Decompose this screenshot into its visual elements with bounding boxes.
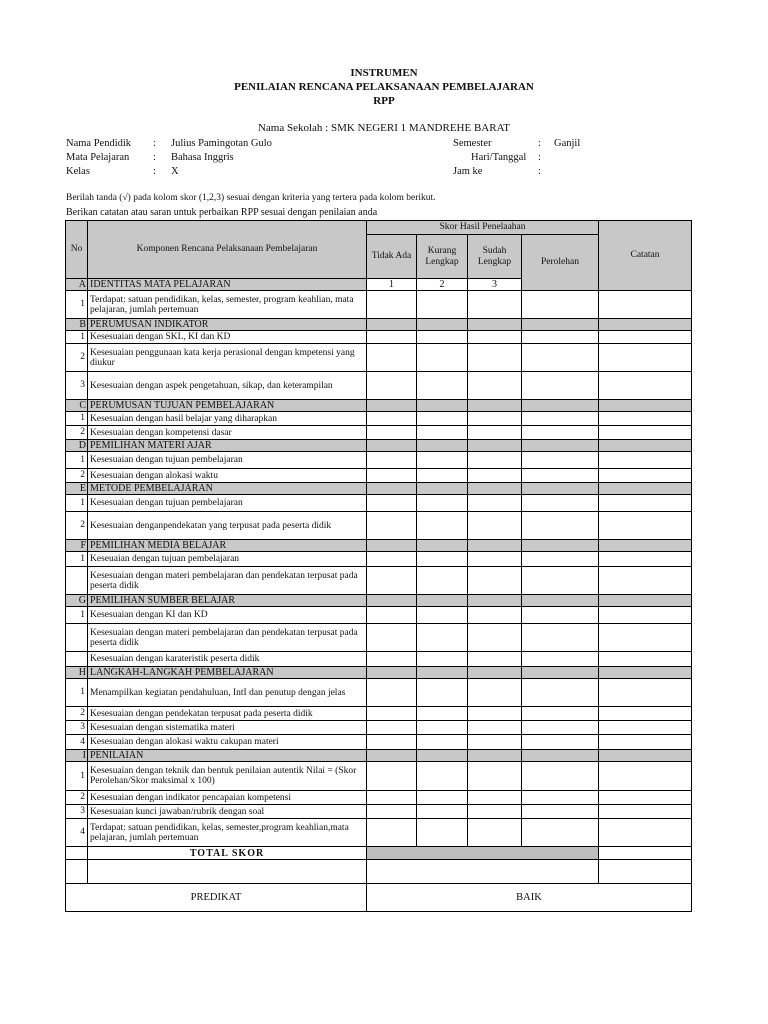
catatan-cell[interactable] — [599, 495, 692, 512]
score-cell-kurang-lengkap[interactable] — [417, 344, 468, 372]
section-fill — [417, 319, 468, 331]
section-fill — [468, 319, 522, 331]
section-fill — [367, 483, 417, 495]
criteria-number: 2 — [66, 426, 88, 440]
score-cell-tidak-ada[interactable] — [367, 412, 417, 426]
section-fill — [522, 483, 599, 495]
criteria-text: Terdapat: satuan pendidikan, kelas, semester, program keahlian, mata pelajaran, jumlah pertemuan — [88, 291, 367, 319]
section-fill — [522, 750, 599, 762]
total-blank-row — [66, 860, 692, 884]
section-fill — [417, 483, 468, 495]
score-label-3: 3 — [468, 279, 522, 291]
score-cell-kurang-lengkap[interactable] — [417, 567, 468, 595]
criteria-number: 2 — [66, 707, 88, 721]
section-row — [66, 750, 692, 762]
perolehan-cell[interactable] — [522, 412, 599, 426]
catatan-cell[interactable] — [599, 624, 692, 652]
criteria-number — [66, 624, 88, 652]
section-fill — [417, 400, 468, 412]
section-title: PEMILIHAN MATERI AJAR — [88, 440, 367, 452]
catatan-cell[interactable] — [599, 607, 692, 624]
info-label-nama-pendidik: Nama Pendidik — [66, 138, 132, 149]
section-title: IDENTITAS MATA PELAJARAN — [88, 279, 367, 291]
criteria-row — [66, 762, 692, 791]
score-cell-tidak-ada[interactable] — [367, 452, 417, 469]
criteria-text: Kesesuaian dengan KI dan KD — [88, 607, 367, 624]
criteria-number: 2 — [66, 791, 88, 805]
section-fill — [367, 540, 417, 552]
score-cell-tidak-ada[interactable] — [367, 607, 417, 624]
section-fill — [522, 595, 599, 607]
criteria-row — [66, 707, 692, 721]
section-fill — [367, 400, 417, 412]
info-sep: : — [153, 138, 156, 149]
score-cell-kurang-lengkap[interactable] — [417, 819, 468, 847]
info-value-kelas: X — [171, 166, 179, 177]
section-letter: I — [66, 750, 88, 762]
section-fill — [367, 440, 417, 452]
doc-title-rpp: RPP — [373, 95, 395, 107]
criteria-number: 2 — [66, 469, 88, 483]
criteria-text: Kesesuaian dengan kompetensi dasar — [88, 426, 367, 440]
score-cell-tidak-ada[interactable] — [367, 735, 417, 750]
section-fill — [417, 595, 468, 607]
criteria-row — [66, 412, 692, 426]
criteria-number: 4 — [66, 819, 88, 847]
section-fill — [367, 750, 417, 762]
section-fill — [367, 667, 417, 679]
catatan-cell[interactable] — [599, 762, 692, 791]
perolehan-cell[interactable] — [522, 679, 599, 707]
criteria-row — [66, 426, 692, 440]
section-title: PEMILIHAN SUMBER BELAJAR — [88, 595, 367, 607]
score-label-2: 2 — [417, 279, 468, 291]
criteria-row — [66, 805, 692, 819]
perolehan-cell[interactable] — [522, 469, 599, 483]
section-letter: E — [66, 483, 88, 495]
section-fill — [599, 440, 692, 452]
score-cell-kurang-lengkap[interactable] — [417, 291, 468, 319]
score-cell-tidak-ada[interactable] — [367, 344, 417, 372]
score-cell-kurang-lengkap[interactable] — [417, 762, 468, 791]
info-label-hari-tanggal: Hari/Tanggal — [471, 152, 527, 163]
section-row — [66, 319, 692, 331]
perolehan-cell[interactable] — [522, 607, 599, 624]
score-cell-sudah-lengkap[interactable] — [468, 652, 522, 667]
score-cell-sudah-lengkap[interactable] — [468, 624, 522, 652]
blank-cell — [66, 860, 88, 884]
info-value-semester: Ganjil — [554, 138, 581, 149]
criteria-text: Kesesuaian denganpendekatan yang terpusat pada peserta didik — [88, 512, 367, 540]
total-value-cell[interactable] — [367, 860, 599, 884]
section-fill — [599, 750, 692, 762]
info-sep: : — [538, 152, 541, 163]
criteria-row — [66, 624, 692, 652]
criteria-text: Keseuaian dengan tujuan pembelajaran — [88, 552, 367, 567]
section-fill — [468, 595, 522, 607]
criteria-text: Kesesuaian dengan tujuan pembelajaran — [88, 452, 367, 469]
criteria-row — [66, 495, 692, 512]
score-cell-tidak-ada[interactable] — [367, 791, 417, 805]
section-fill — [468, 540, 522, 552]
section-title: LANGKAH-LANGKAH PEMBELAJARAN — [88, 667, 367, 679]
score-cell-kurang-lengkap[interactable] — [417, 469, 468, 483]
criteria-text: Kesesuaian dengan sistematika materi — [88, 721, 367, 735]
section-fill — [599, 667, 692, 679]
section-letter: F — [66, 540, 88, 552]
score-cell-sudah-lengkap[interactable] — [468, 707, 522, 721]
criteria-row — [66, 344, 692, 372]
section-fill — [522, 440, 599, 452]
score-cell-sudah-lengkap[interactable] — [468, 412, 522, 426]
score-cell-tidak-ada[interactable] — [367, 707, 417, 721]
score-cell-tidak-ada[interactable] — [367, 469, 417, 483]
criteria-number: 3 — [66, 372, 88, 400]
section-fill — [417, 750, 468, 762]
header-no: No — [66, 221, 88, 279]
criteria-row — [66, 512, 692, 540]
section-fill — [367, 595, 417, 607]
info-value-nama-pendidik: Julius Pamingotan Gulo — [171, 138, 272, 149]
score-cell-sudah-lengkap[interactable] — [468, 679, 522, 707]
perolehan-cell[interactable] — [522, 762, 599, 791]
score-cell-sudah-lengkap[interactable] — [468, 721, 522, 735]
total-score-cells — [367, 847, 599, 860]
header-skor-hasil: Skor Hasil Penelaahan — [367, 221, 599, 235]
criteria-text: Kesesuaian dengan aspek pengetahuan, sikap, dan keterampilan — [88, 372, 367, 400]
criteria-number: 1 — [66, 495, 88, 512]
perolehan-cell[interactable] — [522, 652, 599, 667]
section-title: PERUMUSAN TUJUAN PEMBELAJARAN — [88, 400, 367, 412]
perolehan-cell[interactable] — [522, 291, 599, 319]
score-cell-tidak-ada[interactable] — [367, 652, 417, 667]
criteria-text: Kesesuaian dengan materi pembelajaran dan pendekatan terpusat pada peserta didik — [88, 624, 367, 652]
perolehan-cell[interactable] — [522, 791, 599, 805]
catatan-cell[interactable] — [599, 805, 692, 819]
predikat-label: PREDIKAT — [66, 884, 367, 912]
criteria-row — [66, 819, 692, 847]
section-row — [66, 440, 692, 452]
section-row — [66, 540, 692, 552]
criteria-text: Kesesuaian dengan alokasi waktu — [88, 469, 367, 483]
perolehan-cell[interactable] — [522, 721, 599, 735]
header-kurang-lengkap: Kurang Lengkap — [417, 235, 468, 279]
section-fill — [468, 400, 522, 412]
score-cell-tidak-ada[interactable] — [367, 291, 417, 319]
score-cell-sudah-lengkap[interactable] — [468, 805, 522, 819]
score-cell-tidak-ada[interactable] — [367, 819, 417, 847]
score-label-1: 1 — [367, 279, 417, 291]
criteria-text: Terdapat: satuan pendidikan, kelas, semester,program keahlian,mata pelajaran, jumlah pertemuan — [88, 819, 367, 847]
criteria-number: 1 — [66, 412, 88, 426]
section-letter: H — [66, 667, 88, 679]
section-fill — [468, 483, 522, 495]
section-fill — [468, 667, 522, 679]
section-fill — [599, 400, 692, 412]
section-row — [66, 483, 692, 495]
score-cell-kurang-lengkap[interactable] — [417, 805, 468, 819]
score-cell-tidak-ada[interactable] — [367, 679, 417, 707]
blank-cell — [88, 860, 367, 884]
score-cell-kurang-lengkap[interactable] — [417, 607, 468, 624]
section-letter: D — [66, 440, 88, 452]
score-cell-kurang-lengkap[interactable] — [417, 652, 468, 667]
section-title: PENILAIAN — [88, 750, 367, 762]
section-letter: A — [66, 279, 88, 291]
criteria-text: Kesesuaian dengan tujuan pembelajaran — [88, 495, 367, 512]
criteria-text: Kesesuaian dengan alokasi waktu cakupan materi — [88, 735, 367, 750]
criteria-text: Kesesuaian dengan indikator pencapaian kompetensi — [88, 791, 367, 805]
section-title: PERUMUSAN INDIKATOR — [88, 319, 367, 331]
section-fill — [599, 595, 692, 607]
perolehan-cell[interactable] — [522, 331, 599, 344]
section-row — [66, 400, 692, 412]
score-cell-kurang-lengkap[interactable] — [417, 624, 468, 652]
criteria-number — [66, 652, 88, 667]
section-fill — [468, 440, 522, 452]
catatan-cell[interactable] — [599, 679, 692, 707]
criteria-row — [66, 372, 692, 400]
score-cell-kurang-lengkap[interactable] — [417, 426, 468, 440]
info-sep: : — [538, 138, 541, 149]
catatan-cell[interactable] — [599, 652, 692, 667]
criteria-text: Kesesuaian kunci jawaban/rubrik dengan soal — [88, 805, 367, 819]
total-spacer — [66, 847, 88, 860]
blank-cell — [599, 860, 692, 884]
info-label-semester: Semester — [453, 138, 492, 149]
section-fill — [417, 440, 468, 452]
criteria-number: 3 — [66, 805, 88, 819]
section-fill — [599, 540, 692, 552]
criteria-number: 1 — [66, 552, 88, 567]
section-title: PEMILIHAN MEDIA BELAJAR — [88, 540, 367, 552]
section-fill — [367, 319, 417, 331]
criteria-number: 1 — [66, 679, 88, 707]
perolehan-cell[interactable] — [522, 512, 599, 540]
rpp-assessment-table — [65, 220, 692, 912]
section-fill — [522, 540, 599, 552]
score-cell-sudah-lengkap[interactable] — [468, 512, 522, 540]
instruction-line-2: Berikan catatan atau saran untuk perbaikan RPP sesuai dengan penilaian anda — [66, 207, 378, 218]
catatan-cell[interactable] — [599, 512, 692, 540]
criteria-row — [66, 552, 692, 567]
criteria-row — [66, 331, 692, 344]
criteria-row — [66, 721, 692, 735]
criteria-row — [66, 469, 692, 483]
criteria-text: Kesesuaian dengan teknik dan bentuk penilaian autentik Nilai = (Skor Perolehan/Skor maksimal x 100) — [88, 762, 367, 791]
criteria-text: Menampilkan kegiatan pendahuluan, IntI dan penutup dengan jelas — [88, 679, 367, 707]
perolehan-cell[interactable] — [522, 805, 599, 819]
catatan-cell[interactable] — [599, 567, 692, 595]
score-cell-tidak-ada[interactable] — [367, 331, 417, 344]
info-label-jam-ke: Jam ke — [453, 166, 483, 177]
info-label-kelas: Kelas — [66, 166, 90, 177]
score-cell-kurang-lengkap[interactable] — [417, 735, 468, 750]
score-cell-sudah-lengkap[interactable] — [468, 762, 522, 791]
score-cell-kurang-lengkap[interactable] — [417, 552, 468, 567]
perolehan-cell[interactable] — [522, 344, 599, 372]
score-cell-tidak-ada[interactable] — [367, 512, 417, 540]
criteria-number: 1 — [66, 607, 88, 624]
score-cell-kurang-lengkap[interactable] — [417, 495, 468, 512]
score-cell-kurang-lengkap[interactable] — [417, 679, 468, 707]
criteria-number: 1 — [66, 331, 88, 344]
criteria-number — [66, 567, 88, 595]
header-sudah-lengkap: Sudah Lengkap — [468, 235, 522, 279]
criteria-row — [66, 735, 692, 750]
doc-title-penilaian: PENILAIAN RENCANA PELAKSANAAN PEMBELAJARAN — [234, 81, 534, 93]
perolehan-cell[interactable] — [522, 372, 599, 400]
info-value-mata-pelajaran: Bahasa Inggris — [171, 152, 234, 163]
score-cell-tidak-ada[interactable] — [367, 495, 417, 512]
criteria-text: Kesesuaian dengan pendekatan terpusat pada peserta didik — [88, 707, 367, 721]
catatan-cell[interactable] — [599, 819, 692, 847]
header-catatan: Catatan — [599, 221, 692, 291]
score-cell-kurang-lengkap[interactable] — [417, 512, 468, 540]
criteria-row — [66, 679, 692, 707]
score-cell-tidak-ada[interactable] — [367, 426, 417, 440]
criteria-row — [66, 567, 692, 595]
score-cell-kurang-lengkap[interactable] — [417, 412, 468, 426]
header-komponen: Komponen Rencana Pelaksanaan Pembelajaran — [88, 221, 367, 279]
score-cell-tidak-ada[interactable] — [367, 762, 417, 791]
catatan-cell[interactable] — [599, 372, 692, 400]
header-perolehan: Perolehan — [522, 235, 599, 291]
section-fill — [522, 319, 599, 331]
catatan-cell[interactable] — [599, 735, 692, 750]
catatan-cell[interactable] — [599, 331, 692, 344]
criteria-number: 3 — [66, 721, 88, 735]
score-cell-sudah-lengkap[interactable] — [468, 331, 522, 344]
catatan-cell[interactable] — [599, 426, 692, 440]
score-cell-sudah-lengkap[interactable] — [468, 567, 522, 595]
total-score-label: TOTAL SKOR — [88, 847, 367, 860]
perolehan-cell[interactable] — [522, 624, 599, 652]
criteria-text: Kesesuaian dengan karateristik peserta didik — [88, 652, 367, 667]
score-cell-kurang-lengkap[interactable] — [417, 707, 468, 721]
predikat-value: BAIK — [367, 884, 692, 912]
catatan-cell[interactable] — [599, 791, 692, 805]
perolehan-cell[interactable] — [522, 452, 599, 469]
perolehan-cell[interactable] — [522, 567, 599, 595]
perolehan-cell[interactable] — [522, 426, 599, 440]
score-cell-tidak-ada[interactable] — [367, 372, 417, 400]
section-fill — [522, 400, 599, 412]
score-cell-sudah-lengkap[interactable] — [468, 495, 522, 512]
score-cell-sudah-lengkap[interactable] — [468, 469, 522, 483]
score-cell-tidak-ada[interactable] — [367, 721, 417, 735]
section-letter: G — [66, 595, 88, 607]
section-fill — [599, 319, 692, 331]
header-tidak-ada: Tidak Ada — [367, 235, 417, 279]
score-cell-tidak-ada[interactable] — [367, 552, 417, 567]
score-cell-kurang-lengkap[interactable] — [417, 452, 468, 469]
score-cell-sudah-lengkap[interactable] — [468, 426, 522, 440]
score-cell-sudah-lengkap[interactable] — [468, 372, 522, 400]
catatan-cell[interactable] — [599, 707, 692, 721]
catatan-cell[interactable] — [599, 469, 692, 483]
catatan-cell[interactable] — [599, 412, 692, 426]
criteria-number: 4 — [66, 735, 88, 750]
criteria-number: 1 — [66, 452, 88, 469]
doc-title-instrumen: INSTRUMEN — [350, 67, 418, 79]
section-letter: C — [66, 400, 88, 412]
score-cell-sudah-lengkap[interactable] — [468, 344, 522, 372]
perolehan-cell[interactable] — [522, 819, 599, 847]
catatan-cell[interactable] — [599, 552, 692, 567]
catatan-cell[interactable] — [599, 452, 692, 469]
score-cell-sudah-lengkap[interactable] — [468, 819, 522, 847]
criteria-text: Kesesuaian dengan SKL, KI dan KD — [88, 331, 367, 344]
score-cell-kurang-lengkap[interactable] — [417, 791, 468, 805]
predikat-row — [66, 884, 692, 912]
section-fill — [417, 540, 468, 552]
score-cell-kurang-lengkap[interactable] — [417, 721, 468, 735]
score-cell-sudah-lengkap[interactable] — [468, 291, 522, 319]
score-cell-sudah-lengkap[interactable] — [468, 735, 522, 750]
criteria-row — [66, 652, 692, 667]
criteria-row — [66, 452, 692, 469]
section-title: METODE PEMBELAJARAN — [88, 483, 367, 495]
info-sep: : — [153, 152, 156, 163]
section-letter: B — [66, 319, 88, 331]
section-fill — [599, 483, 692, 495]
score-cell-kurang-lengkap[interactable] — [417, 372, 468, 400]
score-cell-sudah-lengkap[interactable] — [468, 552, 522, 567]
catatan-cell[interactable] — [599, 721, 692, 735]
total-score-row — [66, 847, 692, 860]
criteria-text: Kesesuaian penggunaan kata kerja perasional dengan kmpetensi yang diukur — [88, 344, 367, 372]
section-fill — [417, 667, 468, 679]
criteria-number: 2 — [66, 512, 88, 540]
score-cell-sudah-lengkap[interactable] — [468, 452, 522, 469]
section-fill — [468, 750, 522, 762]
score-cell-sudah-lengkap[interactable] — [468, 607, 522, 624]
section-row — [66, 595, 692, 607]
perolehan-cell[interactable] — [522, 495, 599, 512]
catatan-cell[interactable] — [599, 291, 692, 319]
info-sep: : — [153, 166, 156, 177]
school-name: Nama Sekolah : SMK NEGERI 1 MANDREHE BARAT — [257, 122, 511, 134]
instruction-line-1: Berilah tanda (√) pada kolom skor (1,2,3) sesuai dengan kriteria yang tertera pada kolom berikut. — [66, 193, 436, 203]
section-fill — [522, 667, 599, 679]
criteria-row — [66, 291, 692, 319]
info-label-mata-pelajaran: Mata Pelajaran — [66, 152, 130, 163]
criteria-row — [66, 607, 692, 624]
perolehan-cell[interactable] — [522, 735, 599, 750]
score-cell-sudah-lengkap[interactable] — [468, 791, 522, 805]
catatan-cell[interactable] — [599, 344, 692, 372]
score-cell-tidak-ada[interactable] — [367, 805, 417, 819]
criteria-number: 2 — [66, 344, 88, 372]
criteria-row — [66, 791, 692, 805]
section-row — [66, 667, 692, 679]
score-cell-tidak-ada[interactable] — [367, 624, 417, 652]
info-sep: : — [538, 166, 541, 177]
criteria-number: 1 — [66, 291, 88, 319]
criteria-text: Kesesuaian dengan materi pembelajaran dan pendekatan terpusat pada peserta didik — [88, 567, 367, 595]
perolehan-cell[interactable] — [522, 552, 599, 567]
criteria-text: Kesesuaian dengan hasil belajar yang diharapkan — [88, 412, 367, 426]
score-cell-kurang-lengkap[interactable] — [417, 331, 468, 344]
total-catatan-cell[interactable] — [599, 847, 692, 860]
perolehan-cell[interactable] — [522, 707, 599, 721]
score-cell-tidak-ada[interactable] — [367, 567, 417, 595]
criteria-number: 1 — [66, 762, 88, 791]
